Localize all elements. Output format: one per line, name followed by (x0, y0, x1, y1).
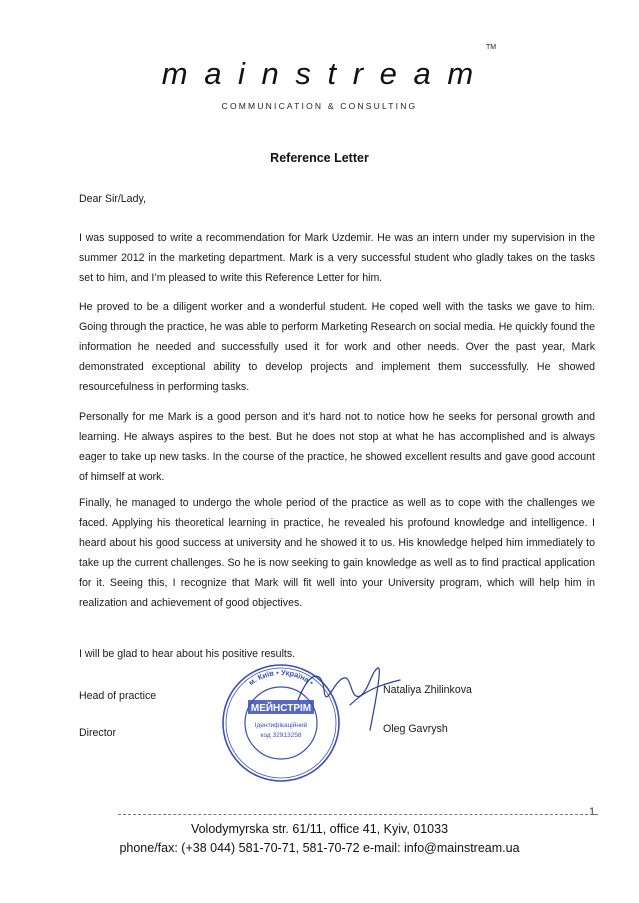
salutation: Dear Sir/Lady, (79, 193, 146, 205)
signature-role-head-of-practice: Head of practice (79, 690, 157, 702)
letter-title: Reference Letter (270, 151, 369, 165)
footer-address: Volodymyrska str. 61/11, office 41, Kyiv, 01033 (190, 822, 449, 836)
paragraph-3: Personally for me Mark is a good person and it’s hard not to notice how he seeks for personal growth and learning. He always aspires to the best. But he does not stop at what he has accomplished and is always eager to take up new tasks. In the course of the practice, he showed excellent results and gave good account of himself at work. (79, 411, 595, 483)
paragraph-2: He proved to be a diligent worker and a wonderful student. He coped well with the tasks we gave to him. Going through the practice, he was able to perform Marketing Research on social media. He quickly found the information he needed and successfully used it for work and other needs. Over the past year, Mark demonstrated exceptional ability to develop projects and implement them successfully. He showed resourcefulness in performing tasks. (79, 301, 595, 393)
closing-line: I will be glad to hear about his positive results. (79, 648, 296, 660)
signature-name-gavrysh: Oleg Gavrysh (383, 723, 448, 735)
paragraph-1: I was supposed to write a recommendation for Mark Uzdemir. He was an intern under my supervision in the summer 2012 in the marketing department. Mark is a very successful student who gladly takes on the tasks set to him, and I’m pleased to write this Reference Letter for him. (79, 232, 595, 284)
paragraph-4: Finally, he managed to undergo the whole period of the practice as well as to cope with the challenges we faced. Applying his theoretical learning in practice, he revealed his profound knowledge and intelligence. I heard about his good success at university and he showed it to us. His knowledge helped him immediately to take up the current challenges. So he is now seeking to gain knowledge as well as to find practical application for it. Seeing this, I recognize that Mark will fit well into your University program, which will help him in realization and achievement of good objectives. (79, 497, 595, 609)
stamp-ring-text: м. Київ • Україна • (246, 667, 316, 688)
signature-role-director: Director (79, 727, 117, 739)
stamp-company-name: МЕЙНСТРІМ (250, 703, 312, 714)
stamp-id-label: Ідентифікаційний (254, 722, 308, 729)
footer-contacts: phone/fax: (+38 044) 581-70-71, 581-70-72 e-mail: info@mainstream.ua (119, 841, 520, 855)
handwritten-signature (290, 660, 405, 740)
trademark-symbol: TM (486, 44, 497, 51)
footer-divider (118, 814, 598, 815)
signature-name-zhilinkova: Nataliya Zhilinkova (383, 684, 472, 696)
company-logo: m a i n s t r e a m (161, 56, 478, 91)
company-tagline: COMMUNICATION & CONSULTING (221, 101, 418, 111)
stamp-id-code: код 32913258 (260, 732, 302, 739)
page-number: 1 (589, 806, 596, 818)
